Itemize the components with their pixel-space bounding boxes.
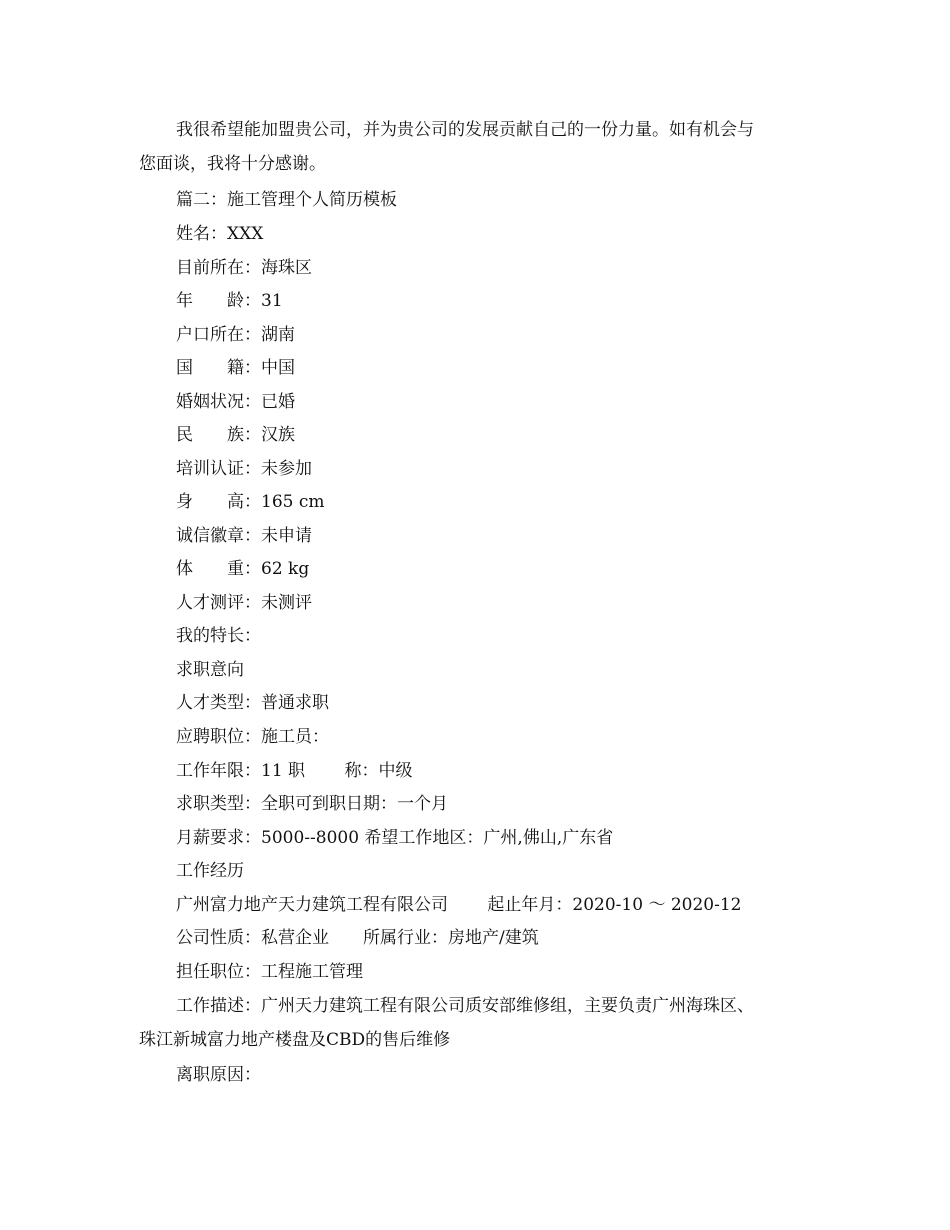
- field-marital: 婚姻状况：已婚: [176, 392, 295, 412]
- field-specialty: 我的特长：: [176, 626, 261, 646]
- field-job-type: 求职类型：全职可到职日期：一个月: [176, 794, 448, 814]
- text-line: 我很希望能加盟贵公司，并为贵公司的发展贡献自己的一份力量。如有机会与: [176, 120, 754, 140]
- field-leave-reason: 离职原因：: [176, 1065, 261, 1085]
- field-company-type: 公司性质：私营企业 所属行业：房地产/建筑: [176, 928, 539, 948]
- section-experience: 工作经历: [176, 861, 244, 881]
- section-heading: 篇二：施工管理个人简历模板: [176, 190, 397, 210]
- field-talent-type: 人才类型：普通求职: [176, 693, 329, 713]
- field-age: 年 龄：31: [176, 291, 283, 311]
- field-position: 应聘职位：施工员：: [176, 727, 329, 747]
- field-description-cont: 珠江新城富力地产楼盘及CBD的售后维修: [139, 1030, 451, 1050]
- field-role: 担任职位：工程施工管理: [176, 962, 363, 982]
- text-line: 您面谈，我将十分感谢。: [139, 154, 326, 174]
- field-nationality: 国 籍：中国: [176, 358, 295, 378]
- field-training: 培训认证：未参加: [176, 459, 312, 479]
- field-salary: 月薪要求：5000--8000 希望工作地区：广州,佛山,广东省: [176, 828, 614, 848]
- field-name: 姓名：XXX: [176, 224, 264, 244]
- field-height: 身 高：165 cm: [176, 492, 325, 512]
- field-years-title: 工作年限：11 职 称：中级: [176, 761, 413, 781]
- field-description: 工作描述：广州天力建筑工程有限公司质安部维修组，主要负责广州海珠区、: [176, 996, 754, 1016]
- field-location: 目前所在：海珠区: [176, 258, 312, 278]
- section-intention: 求职意向: [176, 660, 244, 680]
- field-assessment: 人才测评：未测评: [176, 593, 312, 613]
- field-weight: 体 重：62 kg: [176, 559, 310, 579]
- field-company: 广州富力地产天力建筑工程有限公司 起止年月：2020-10 ～ 2020-12: [176, 895, 742, 915]
- field-hukou: 户口所在：湖南: [176, 325, 295, 345]
- field-ethnicity: 民 族：汉族: [176, 425, 295, 445]
- field-badge: 诚信徽章：未申请: [176, 526, 312, 546]
